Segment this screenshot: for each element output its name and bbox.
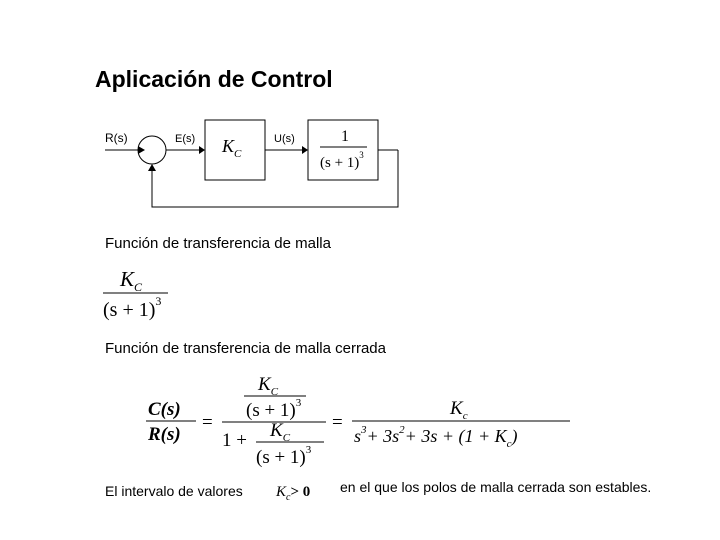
svg-text:C(s): C(s) xyxy=(148,399,181,420)
svg-text:R(s): R(s) xyxy=(148,424,181,445)
svg-text:=: = xyxy=(332,412,343,433)
block-diagram xyxy=(95,115,415,215)
plant-numerator: 1 xyxy=(341,128,349,145)
input-arrowhead xyxy=(138,146,145,154)
error-arrowhead xyxy=(199,146,205,154)
footer-conclusion: en el que los polos de malla cerrada son estables. xyxy=(340,479,652,495)
svg-text:Kc: $K_c$ xyxy=(450,398,468,422)
svg-text:KC: $K_C$ xyxy=(270,420,291,444)
svg-text:(s + 1)3: $(s + 1)^3$ xyxy=(103,294,162,321)
control-signal-arrowhead xyxy=(302,146,308,154)
svg-text:s3+ 3s2+ 3s + (1 + Kc): $s^3+ 3s^2+ 3s + (1 + K_c)$ xyxy=(354,424,518,450)
page-title: Aplicación de Control xyxy=(95,66,333,92)
open-loop-formula xyxy=(100,262,180,324)
closed-loop-formula xyxy=(140,370,580,475)
svg-text:KC: $K_C$ xyxy=(120,267,143,294)
controller-symbol: $K_C$ xyxy=(222,136,242,160)
plant-denominator: $(s + 1)^3$ xyxy=(320,150,364,171)
svg-text:(s + 1)3: $(s + 1)^3$ xyxy=(246,397,302,421)
feedback-arrowhead xyxy=(148,164,156,171)
svg-text:1 +: 1 + xyxy=(222,430,247,451)
control-signal-label: U(s) xyxy=(274,133,295,145)
svg-text:=: = xyxy=(202,412,213,433)
svg-text:Kc> 0: $K_c> 0$ xyxy=(276,484,311,503)
open-loop-heading: Función de transferencia de malla xyxy=(105,235,331,252)
svg-text:(s + 1)3: $(s + 1)^3$ xyxy=(256,444,312,468)
footer-intro: El intervalo de valores xyxy=(105,483,243,499)
stability-condition xyxy=(274,479,334,505)
closed-loop-heading: Función de transferencia de malla cerrada xyxy=(105,340,386,357)
error-label: E(s) xyxy=(175,133,196,145)
input-label: R(s) xyxy=(105,131,128,145)
svg-text:KC: $K_C$ xyxy=(258,374,279,398)
